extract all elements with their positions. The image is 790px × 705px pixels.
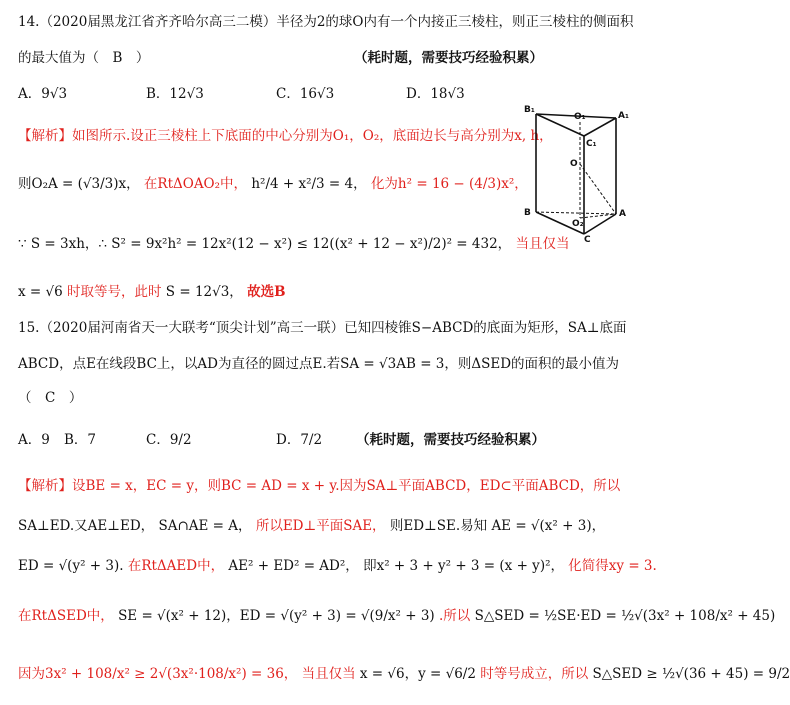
p15-sol-text7: 因为3x² + 108/x² ≥ 2√(3x²·108/x²) = 36， — [18, 666, 298, 682]
label-b1: B₁ — [524, 105, 535, 115]
p15-line3: （ C ） — [18, 390, 83, 406]
p14-solution-line4 — [18, 280, 286, 300]
p15-sol-text8: 当且仅当 — [301, 666, 356, 682]
p15-formula-pyth: AE² + ED² = AD²， — [228, 558, 359, 574]
p15-sol-text4: 化简得xy = 3. — [568, 558, 657, 574]
p15-option-a: A．9 — [18, 432, 50, 448]
p15-sol-text2: 所以ED⊥平面SAE， — [255, 518, 386, 534]
edge-b-a-hidden — [536, 212, 616, 214]
p15-option-c: C．9/2 — [146, 432, 192, 448]
p15-sol-sa-ed: SA⊥ED.又AE⊥ED， — [18, 518, 155, 534]
label-a1: A₁ — [618, 111, 629, 121]
p15-sol-text9: 时等号成立，所以 — [480, 666, 589, 682]
p15-formula-expand: 即x² + 3 + y² + 3 = (x + y)²， — [363, 558, 564, 574]
p14-sol-text1: 【解析】如图所示.设正三棱柱上下底面的中心分别为O₁，O₂，底面边长与高分别为x, h， — [18, 128, 553, 144]
p15-line1: 15.（2020届河南省天一大联考“顶尖计划”高三一联）已知四棱锥S−ABCD的底面为矩形，SA⊥底面 — [18, 320, 627, 336]
p14-formula-s: ∵ S = 3xh，∴ S² = 9x²h² = 12x²(12 − x²) ≤ 12((x² + 12 − x²)/2)² = 432， — [18, 236, 512, 252]
p15-sol-intersect: SA∩AE = A， — [158, 518, 252, 534]
p15-option-d: D．7/2 — [276, 432, 323, 448]
p15-solution-line5 — [18, 662, 790, 682]
p14-formula-eq: h²/4 + x²/3 = 4， — [251, 176, 367, 192]
p15-note: （耗时题，需要技巧经验积累） — [356, 432, 545, 448]
p14-answer-stem: 的最大值为（ B ） — [18, 50, 150, 66]
label-a: A — [619, 209, 626, 219]
prism-figure — [522, 102, 630, 245]
p15-formula-se-ed: SE = √(x² + 12)，ED = √(y² + 3) = √(9/x² + 3) — [118, 608, 435, 624]
p14-sol-text3: 化为h² = 16 − (4/3)x²， — [370, 176, 528, 192]
p15-option-b: B．7 — [64, 432, 97, 448]
p14-solution-line1 — [18, 124, 553, 144]
p15-formula-xy: x = √6，y = √6/2 — [359, 666, 476, 682]
p15-solution-line4 — [18, 604, 775, 624]
p15-formula-ed: ED = √(y² + 3). — [18, 558, 124, 574]
p15-sol-text3: 在RtΔAED中， — [127, 558, 225, 574]
label-o1: O₁ — [574, 112, 586, 122]
p15-sol-ed-se: 则ED⊥SE.易知 — [389, 518, 488, 534]
segment-o-a — [580, 164, 616, 214]
p14-sol-text2: 在RtΔOAO₂中， — [143, 176, 248, 192]
p14-formula-smax: S = 12√3， — [165, 284, 243, 300]
p15-solution-line1 — [18, 474, 620, 494]
p15-formula-ae: AE = √(x² + 3)， — [491, 518, 606, 534]
p14-formula-x: x = √6 — [18, 284, 63, 300]
p15-formula-min: S△SED ≥ ½√(36 + 45) = 9/2 — [592, 666, 790, 682]
p14-option-c: C．16√3 — [276, 86, 335, 102]
edge-c1-a1 — [584, 118, 616, 136]
p14-option-d: D．18√3 — [406, 86, 465, 102]
p14-sol-text5: 时取等号，此时 — [67, 284, 162, 300]
label-c1: C₁ — [586, 139, 597, 149]
p14-option-b: B．12√3 — [146, 86, 204, 102]
p15-solution-line3 — [18, 554, 657, 574]
label-b: B — [524, 208, 531, 218]
label-o2: O₂ — [572, 219, 584, 229]
p15-sol-text1: 【解析】设BE = x，EC = y，则BC = AD = x + y.因为SA⊥平面ABCD，ED⊂平面ABCD，所以 — [18, 478, 621, 494]
p14-note: （耗时题，需要技巧经验积累） — [354, 50, 543, 66]
p14-sol-text6: 故选B — [247, 284, 286, 300]
label-c: C — [584, 235, 591, 245]
p15-line2: ABCD，点E在线段BC上，以AD为直径的圆过点E.若SA = √3AB = 3，则ΔSED的面积的最小值为 — [18, 356, 620, 372]
p15-solution-line2 — [18, 514, 605, 534]
p14-line2 — [18, 46, 543, 66]
p15-formula-area: S△SED = ½SE·ED = ½√(3x² + 108/x² + 45) — [474, 608, 776, 624]
p14-line1: 14.（2020届黑龙江省齐齐哈尔高三二模）半径为2的球O内有一个内接正三棱柱，则正三棱柱的侧面积 — [18, 14, 634, 30]
edge-c-a — [584, 214, 616, 234]
p14-sol-text4: 当且仅当 — [515, 236, 570, 252]
p15-sol-text5: 在RtΔSED中， — [18, 608, 114, 624]
p15-sol-text6: .所以 — [439, 608, 471, 624]
p14-option-a: A．9√3 — [18, 86, 68, 102]
p14-solution-line2 — [18, 172, 528, 192]
label-o: O — [570, 159, 578, 169]
p14-solution-line3 — [18, 232, 569, 252]
p14-formula-o2a: 则O₂A = (√3/3)x， — [18, 176, 140, 192]
